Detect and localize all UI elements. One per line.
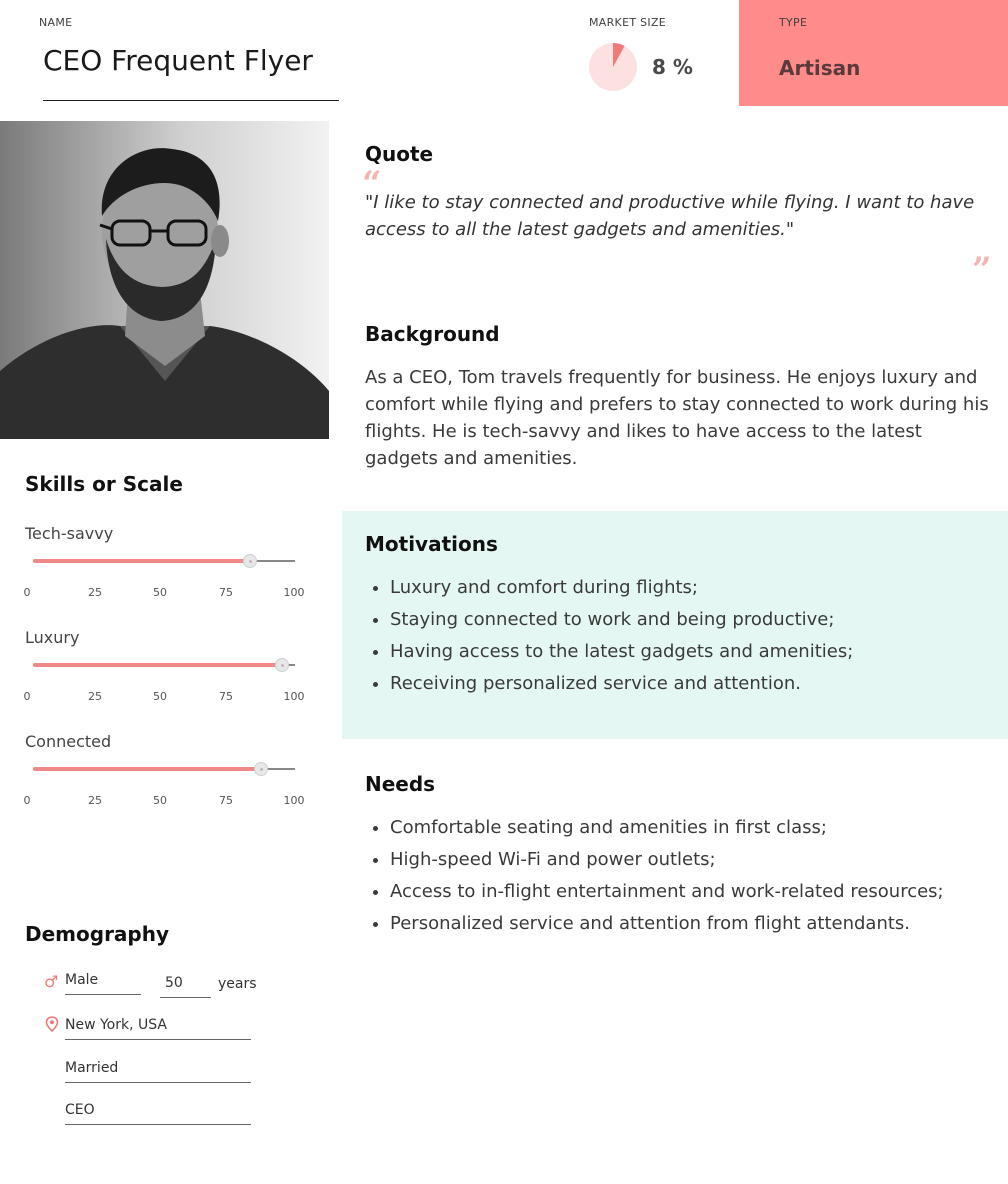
list-item: • Personalized service and attention from flight attendants. <box>390 908 944 940</box>
skill-name: Luxury <box>25 628 80 647</box>
tick-label: 75 <box>219 586 233 599</box>
tick-label: 75 <box>219 690 233 703</box>
list-item: • Luxury and comfort during flights; <box>390 572 853 604</box>
needs-title: Needs <box>365 772 436 796</box>
persona-name-field[interactable]: CEO Frequent Flyer <box>43 44 339 101</box>
motivations-title: Motivations <box>365 532 498 556</box>
skill-slider-thumb[interactable] <box>254 762 268 776</box>
list-item: • Access to in-flight entertainment and work-related resources; <box>390 876 944 908</box>
list-item: • Staying connected to work and being productive; <box>390 604 853 636</box>
persona-photo[interactable] <box>0 121 329 439</box>
background-text[interactable]: As a CEO, Tom travels frequently for business. He enjoys luxury and comfort while flying and prefers to stay connected to work during his flights. He is tech-savvy and likes to have access to the latest gadgets and amenities. <box>365 367 989 469</box>
age-field[interactable]: 50 <box>160 975 211 998</box>
skill-luxury <box>25 628 315 708</box>
quote-text[interactable]: "I like to stay connected and productive while flying. I want to have access to all the latest gadgets and amenities." <box>365 192 975 240</box>
tick-label: 75 <box>219 794 233 807</box>
tick-label: 0 <box>23 586 31 599</box>
location-pin-icon <box>45 1016 59 1036</box>
tick-label: 25 <box>88 586 102 599</box>
list-item: • High-speed Wi-Fi and power outlets; <box>390 844 944 876</box>
market-size-value[interactable]: 8 % <box>652 55 693 79</box>
tick-label: 0 <box>23 794 31 807</box>
tick-label: 25 <box>88 794 102 807</box>
skill-slider-fill <box>33 663 282 667</box>
tick-label: 25 <box>88 690 102 703</box>
list-item: • Having access to the latest gadgets and amenities; <box>390 636 853 668</box>
open-quote-icon: “ <box>362 164 382 204</box>
location-field[interactable]: New York, USA <box>65 1017 251 1040</box>
tick-label: 50 <box>153 586 167 599</box>
skill-slider-fill <box>33 559 250 563</box>
gender-field[interactable]: Male <box>65 972 141 995</box>
tick-label: 50 <box>153 794 167 807</box>
age-unit-label: years <box>218 976 257 992</box>
skill-scale-ticks <box>25 794 315 808</box>
quote-title: Quote <box>365 142 434 166</box>
demography-title: Demography <box>25 922 170 946</box>
marital-status-field[interactable]: Married <box>65 1060 251 1083</box>
skill-slider-track[interactable] <box>33 560 295 562</box>
tick-label: 50 <box>153 690 167 703</box>
skill-tech-savvy <box>25 524 315 604</box>
skills-title: Skills or Scale <box>25 472 183 496</box>
persona-portrait-image <box>0 121 329 439</box>
type-value[interactable]: Artisan <box>779 56 861 80</box>
skill-scale-ticks <box>25 690 315 704</box>
tick-label: 100 <box>283 794 305 807</box>
skill-name: Connected <box>25 732 112 751</box>
name-label: NAME <box>39 16 73 29</box>
skill-name: Tech-savvy <box>25 524 114 543</box>
skill-connected <box>25 732 315 812</box>
market-size-label: MARKET SIZE <box>589 16 667 29</box>
male-icon: ♂ <box>44 972 59 991</box>
skill-slider-fill <box>33 767 261 771</box>
skill-slider-thumb[interactable] <box>243 554 257 568</box>
type-label: TYPE <box>779 16 808 29</box>
needs-list[interactable] <box>390 812 944 940</box>
skill-slider-thumb[interactable] <box>275 658 289 672</box>
tick-label: 100 <box>283 690 305 703</box>
occupation-field[interactable]: CEO <box>65 1102 251 1125</box>
skill-slider-track[interactable] <box>33 664 295 666</box>
tick-label: 0 <box>23 690 31 703</box>
type-panel <box>739 0 1008 106</box>
close-quote-icon: ” <box>972 250 992 290</box>
list-item: • Comfortable seating and amenities in first class; <box>390 812 944 844</box>
list-item: • Receiving personalized service and attention. <box>390 668 853 700</box>
persona-header <box>0 0 1008 121</box>
skill-scale-ticks <box>25 586 315 600</box>
skill-slider-track[interactable] <box>33 768 295 770</box>
motivations-list[interactable] <box>390 572 853 700</box>
market-size-pie <box>589 43 637 91</box>
tick-label: 100 <box>283 586 305 599</box>
background-title: Background <box>365 322 500 346</box>
